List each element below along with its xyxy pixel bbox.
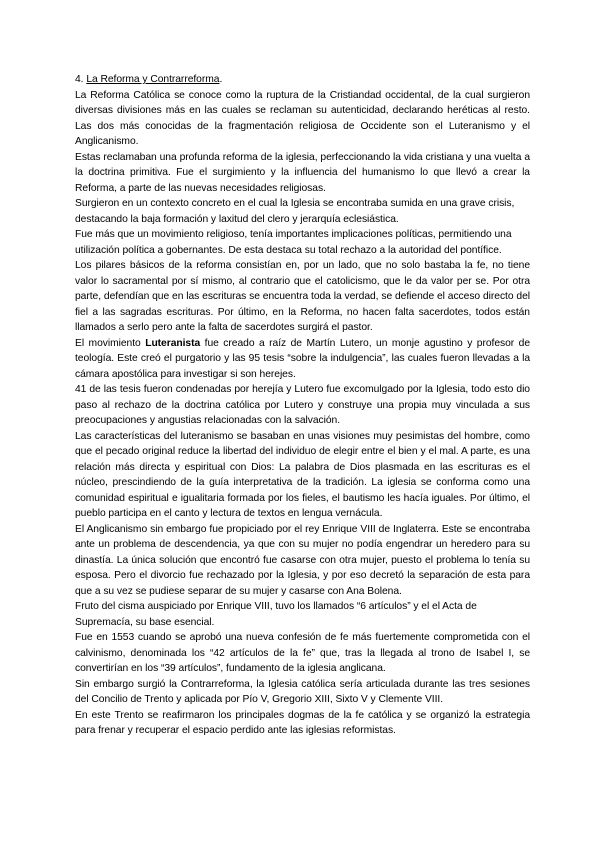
paragraph-reforma-reclamaciones: Estas reclamaban una profunda reforma de la iglesia, perfeccionando la vida cristiana y una vuelta a la doctrina primitiva. Fue el surgimiento y la influencia del humanismo lo que llevó a crear la Reforma, a parte de las nuevas necesidades religiosas. [75,151,530,194]
paragraph-trento: En este Trento se reafirmaron los principales dogmas de la fe católica y se organizó la estrategia para frenar y recuperar el espacio perdido ante las iglesias reformistas. [75,709,530,736]
luteranismo-text: fue creado a raíz de Martín Lutero, un monje agustino y profesor de teología. Este creó el purgatorio y las 95 tesis “sobre la indulgencia”, las cuales fueron llevadas a la cámara apostólica para investigar si son herejes. [75,337,531,380]
paragraph-tesis-condenadas: 41 de las tesis fueron condenadas por herejía y Lutero fue excomulgado por la Iglesia, todo esto dio paso al rechazo de la doctrina católica por Lutero y construye una propia muy vinculada a sus preocupaciones y angustias relacionadas con la salvación. [75,384,530,426]
luteranismo-intro: El movimiento [75,337,146,349]
section-number: 4. [75,74,87,85]
paragraph-caracteristicas-luteranismo: Las características del luteranismo se basaban en unas visiones muy pesimistas del hombre, como que el pecado original reduce la libertad del individuo de elegir entre el bien y el mal. A parte, es una relación más directa y espiritual con Dios: La palabra de Dios plasmada en las escrituras es el núcleo, prescindiendo de la guía interpretativa de la tradición. La iglesia se conforma como una comunidad espiritual e igualitaria formada por los fieles, el bautismo les hacía iguales. Por último, el pueblo participa en el canto y lectura de textos en lengua vernácula. [75,430,530,519]
paragraph-pilares-reforma: Los pilares básicos de la reforma consistían en, por un lado, que no solo bastaba la fe, no tiene valor lo sacramental por sí mismo, al contrario que el catolicismo, que le da valor per se. Por otra parte, defendían que en las escrituras se encuentra toda la verdad, se defiende el acceso directo del fiel a las sagradas escrituras. Por último, en la Reforma, no hacen falta sacerdotes, todos están llamados a serlo pero ante la falta de sacerdotes surgirá el pastor. [75,260,530,333]
luteranismo-keyword: Luteranista [145,337,201,349]
document-page [75,72,530,739]
section-title-period: . [219,74,223,85]
paragraph-confesion-1553: Fue en 1553 cuando se aprobó una nueva confesión de fe más fuertemente comprometida con el calvinismo, denominada los “42 artículos de la fe” que, tras la llegada al trono de Isabel I, se convertirían en los “39 artículos”, fundamento de la iglesia anglicana. [75,632,530,674]
paragraph-implicaciones-politicas: Fue más que un movimiento religioso, tenía importantes implicaciones políticas, permitiendo una utilización política a gobernantes. De esta destaca su total rechazo a la autoridad del pontífice. [75,229,512,256]
paragraph-luteranismo [75,336,530,383]
paragraph-contexto-crisis: Surgieron en un contexto concreto en el cual la Iglesia se encontraba sumida en una grave crisis, destacando la baja formación y laxitud del clero y jerarquía eclesiástica. [75,198,515,225]
section-heading [75,72,530,88]
paragraph-cisma-enrique: Fruto del cisma auspiciado por Enrique VIII, tuvo los llamados “6 artículos” y el el Acta de Supremacía, su base esencial. [75,601,477,628]
section-title: La Reforma y Contrarreforma [86,74,220,85]
paragraph-reforma-definicion: La Reforma Católica se conoce como la ruptura de la Cristiandad occidental, de la cual surgieron diversas divisiones más en las cuales se reclaman su autenticidad, declarando heréticas al resto. Las dos más conocidas de la fragmentación religiosa de Occidente son el Luteranismo y el Anglicanismo. [75,89,530,147]
paragraph-anglicanismo: El Anglicanismo sin embargo fue propiciado por el rey Enrique VIII de Inglaterra. Este se encontraba ante un problema de descendencia, ya que con su mujer no podía engendrar un heredero para su dinastía. La única solución que encontró fue casarse con otra mujer, puesto el problema lo tenía su esposa. Pero el divorcio fue rechazado por la Iglesia, y por eso decretó la separación de esta para que a su vez se pudiese separar de su mujer y casarse con Ana Bolena. [75,523,530,597]
paragraph-contrarreforma: Sin embargo surgió la Contrarreforma, la Iglesia católica sería articulada durante las tres sesiones del Concilio de Trento y aplicada por Pío V, Gregorio XIII, Sixto V y Clemente VIII. [75,678,530,705]
